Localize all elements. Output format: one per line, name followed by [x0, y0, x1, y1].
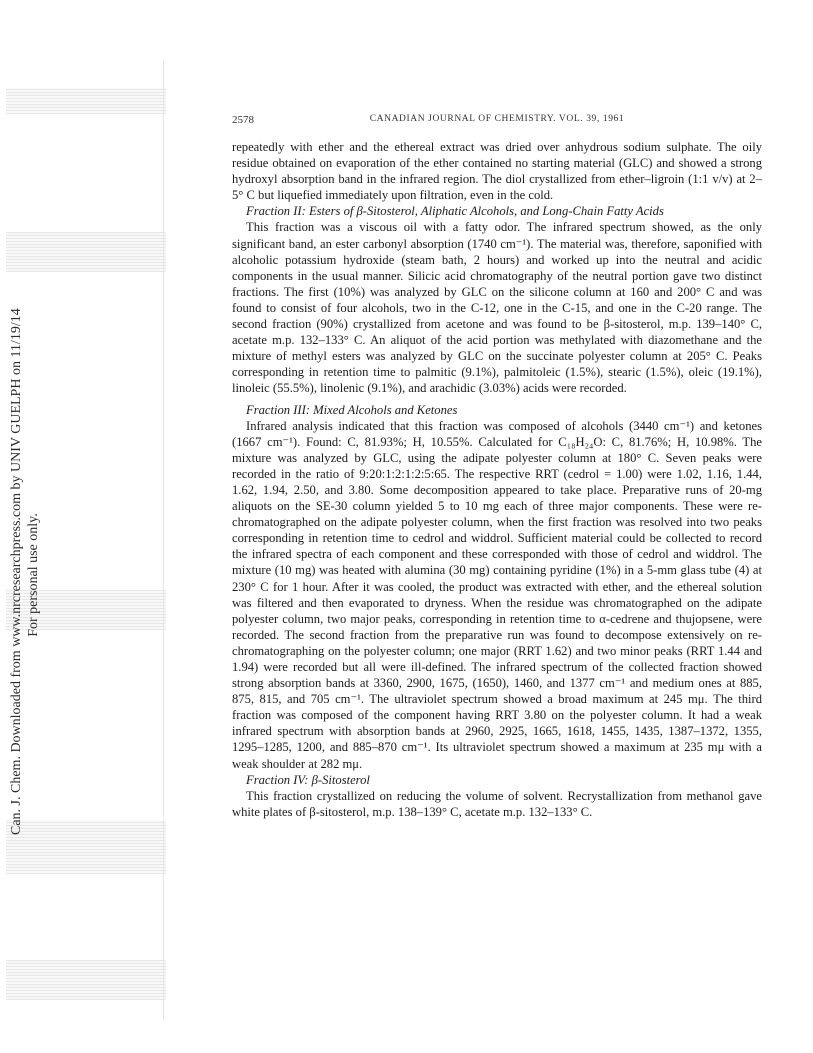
heading-fraction-ii: Fraction II: Esters of β-Sitosterol, Aliphatic Alcohols, and Long-Chain Fatty Acids	[246, 204, 664, 219]
paragraph-fraction-iii: Infrared analysis indicated that this fraction was composed of alcohols (3440 cm⁻¹) and ketones (1667 cm⁻¹). Found: C, 81.93%; H, 10.55%. Calculated for C₁₈H₂₄O: C, 81.76%; H, 10.98%. The mixture was analyzed by GLC, using the adipate polyester column at 180° C. Seven peaks were recorded in the ratio of 9:20:1:2:1:2:5:65. The respective RRT (cedrol = 1.00) were 1.02, 1.16, 1.44, 1.62, 1.94, 2.50, and 3.80. Some decomposition appeared to take place. Preparative runs of 20-mg aliquots on the SE-30 column yielded 5 to 10 mg each of three major components. These were re-chromatographed on the adipate polyester column, when the first fraction was resolved into two peaks corresponding in retention time to cedrol and widdrol. Sufficient material could be collected to record the infrared spectra of each component and these corresponded with those of cedrol and widdrol. The mixture (10 mg) was heated with alumina (30 mg) containing pyridine (1%) in a 5-mm glass tube (4) at 230° C for 1 hour. After it was cooled, the product was extracted with ether, and the ethereal solution was filtered and then evaporated to dryness. When the residue was chromatographed on the adipate polyester column, two major peaks, corresponding in retention time to α-cedrene and thujopsene, were recorded. The second fraction from the preparative run was found to decompose extensively on re-chromatographing on the polyester column; one major (RRT 1.62) and two minor peaks (RRT 1.44 and 1.94) were recorded but all were ill-defined. The infrared spectrum of the collected fraction showed strong absorption bands at 3360, 2900, 1675, (1650), 1460, and 1377 cm⁻¹ and medium ones at 885, 875, 815, and 705 cm⁻¹. The ultraviolet spectrum showed a broad maximum at 245 mμ. The third fraction was composed of the component having RRT 3.80 on the polyester column. It had a weak infrared spectrum with absorption bands at 2960, 2925, 1665, 1618, 1455, 1435, 1387–1372, 1355, 1295–1285, 1200, and 885–870 cm⁻¹. Its ultraviolet spectrum showed a maximum at 235 mμ with a weak shoulder at 282 mμ.	[232, 418, 762, 771]
watermark-usage-line: For personal use only.	[26, 513, 41, 637]
paragraph-fraction-ii: This fraction was a viscous oil with a fatty odor. The infrared spectrum showed, as the only significant band, an ester carbonyl absorption (1740 cm⁻¹). The material was, therefore, saponified with alcoholic potassium hydroxide (steam bath, 2 hours) and worked up into the neutral and acidic components in the usual manner. Silicic acid chromatography of the neutral portion gave two distinct fractions. The first (10%) was analyzed by GLC on the silicone column at 160 and 200° C and was found to consist of four alcohols, two in the C-12, one in the C-15, and one in the C-20 range. The second fraction (90%) crystallized from acetone and was found to be β-sitosterol, m.p. 139–140° C, acetate m.p. 132–133° C. An aliquot of the acid portion was methylated with diazomethane and the mixture of methyl esters was analyzed by GLC on the succinate polyester column at 205° C. Peaks corresponding in retention time to palmitic (9.1%), palmitoleic (1.5%), stearic (1.5%), oleic (19.1%), linoleic (55.5%), linolenic (9.1%), and arachidic (3.03%) acids were recorded.	[232, 220, 762, 396]
heading-fraction-iv: Fraction IV: β-Sitosterol	[246, 772, 370, 787]
journal-page	[232, 112, 762, 820]
heading-fraction-iii: Fraction III: Mixed Alcohols and Ketones	[246, 402, 458, 417]
paragraph-intro: repeatedly with ether and the ethereal extract was dried over anhydrous sodium sulphate. The oily residue obtained on evaporation of the ether contained no starting material (GLC) and showed a strong hydroxyl absorption band in the infrared region. The diol crystallized from ether–ligroin (1:1 v/v) at 2–5° C but liquefied immediately upon filtration, even in the cold.	[232, 140, 762, 203]
journal-title: CANADIAN JOURNAL OF CHEMISTRY. VOL. 39, 1961	[369, 114, 625, 124]
paragraph-fraction-iv: This fraction crystallized on reducing the volume of solvent. Recrystallization from methanol gave white plates of β-sitosterol, m.p. 138–139° C, acetate m.p. 132–133° C.	[232, 788, 762, 819]
page-number: 2578	[232, 114, 254, 126]
scan-bleed-through	[6, 88, 166, 114]
scan-bleed-through	[6, 232, 166, 272]
download-watermark	[8, 308, 42, 835]
scan-fold-line	[163, 60, 164, 1020]
running-head	[232, 112, 762, 130]
watermark-source-line: Can. J. Chem. Downloaded from www.nrcresearchpress.com by UNIV GUELPH on 11/19/14	[9, 308, 24, 835]
scan-bleed-through	[6, 960, 166, 1000]
